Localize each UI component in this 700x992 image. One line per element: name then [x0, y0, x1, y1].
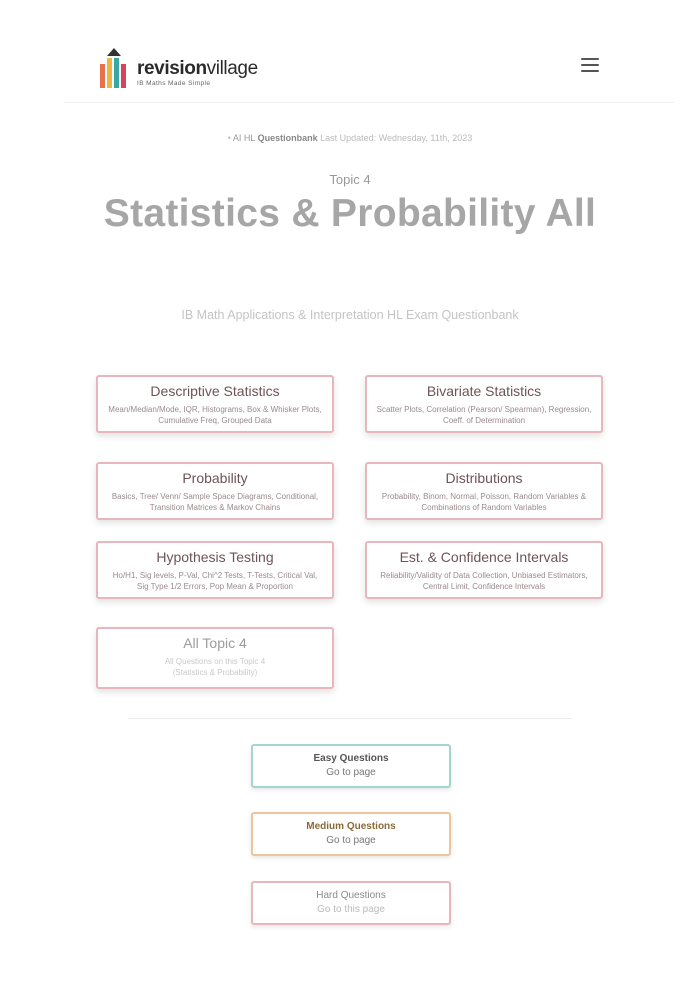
card-description: Mean/Median/Mode, IQR, Histograms, Box & Whisker Plots, Cumulative Freq, Grouped Data [108, 405, 322, 425]
card-description: Scatter Plots, Correlation (Pearson/ Spearman), Regression, Coeff. of Determination [376, 405, 592, 425]
site-header [0, 0, 700, 104]
subtopic-card-estimation-confidence-intervals[interactable] [365, 541, 603, 599]
card-title: Distributions [445, 470, 523, 486]
level-title: Medium Questions [306, 821, 396, 832]
subtopic-card-distributions[interactable] [365, 462, 603, 520]
level-title: Hard Questions [316, 890, 386, 901]
level-link-text: Go to page [326, 835, 376, 846]
card-description: Basics, Tree/ Venn/ Sample Space Diagrams, Conditional, Transition Matrices & Markov Chains [111, 492, 319, 512]
card-title: Est. & Confidence Intervals [399, 549, 569, 565]
card-description: Probability, Binom, Normal, Poisson, Random Variables & Combinations of Random Variables [381, 492, 587, 512]
easy-questions-button[interactable] [251, 744, 451, 788]
hamburger-menu-icon[interactable] [581, 58, 599, 72]
card-title: Probability [182, 470, 248, 486]
card-description: All Questions on this Topic 4 (Statistics & Probability) [164, 657, 266, 677]
breadcrumb-updated-date: Last Updated: Wednesday, 11th, 2023 [320, 133, 473, 143]
subtopic-card-hypothesis-testing[interactable] [96, 541, 334, 599]
page-subtitle: IB Math Applications & Interpretation HL Exam Questionbank [181, 308, 519, 322]
level-title: Easy Questions [313, 753, 389, 764]
hard-questions-button[interactable] [251, 881, 451, 925]
page-title: Statistics & Probability All [103, 192, 597, 235]
breadcrumb-bullet: • [227, 133, 231, 143]
topic-label: Topic 4 [329, 172, 371, 187]
subtopic-card-all-topic-4[interactable] [96, 627, 334, 689]
breadcrumb-section-link[interactable]: AI HL [232, 133, 256, 143]
card-title: All Topic 4 [183, 635, 247, 651]
logo-wordmark: revisionvillage [137, 58, 258, 79]
subtopic-card-bivariate-statistics[interactable] [365, 375, 603, 433]
logo-tagline: IB Maths Made Simple [137, 80, 211, 87]
card-description: Reliability/Validity of Data Collection, Unbiased Estimators, Central Limit, Confidence Intervals [380, 571, 588, 591]
logo-mark-icon [98, 48, 131, 88]
level-link-text: Go to this page [317, 904, 385, 915]
medium-questions-button[interactable] [251, 812, 451, 856]
card-title: Hypothesis Testing [156, 549, 274, 565]
breadcrumb [0, 133, 700, 143]
breadcrumb-current[interactable]: Questionbank [257, 133, 318, 143]
subtopic-card-probability[interactable] [96, 462, 334, 520]
card-title: Descriptive Statistics [150, 383, 280, 399]
card-description: Ho/H1, Sig levels, P-Val, Chi^2 Tests, T-Tests, Critical Val, Sig Type 1/2 Errors, Pop Mean & Proportion [112, 571, 318, 591]
card-title: Bivariate Statistics [426, 383, 542, 399]
subtopic-card-descriptive-statistics[interactable] [96, 375, 334, 433]
section-divider [128, 718, 572, 719]
level-link-text: Go to page [326, 767, 376, 778]
site-logo[interactable] [98, 48, 258, 88]
header-divider [64, 102, 674, 103]
